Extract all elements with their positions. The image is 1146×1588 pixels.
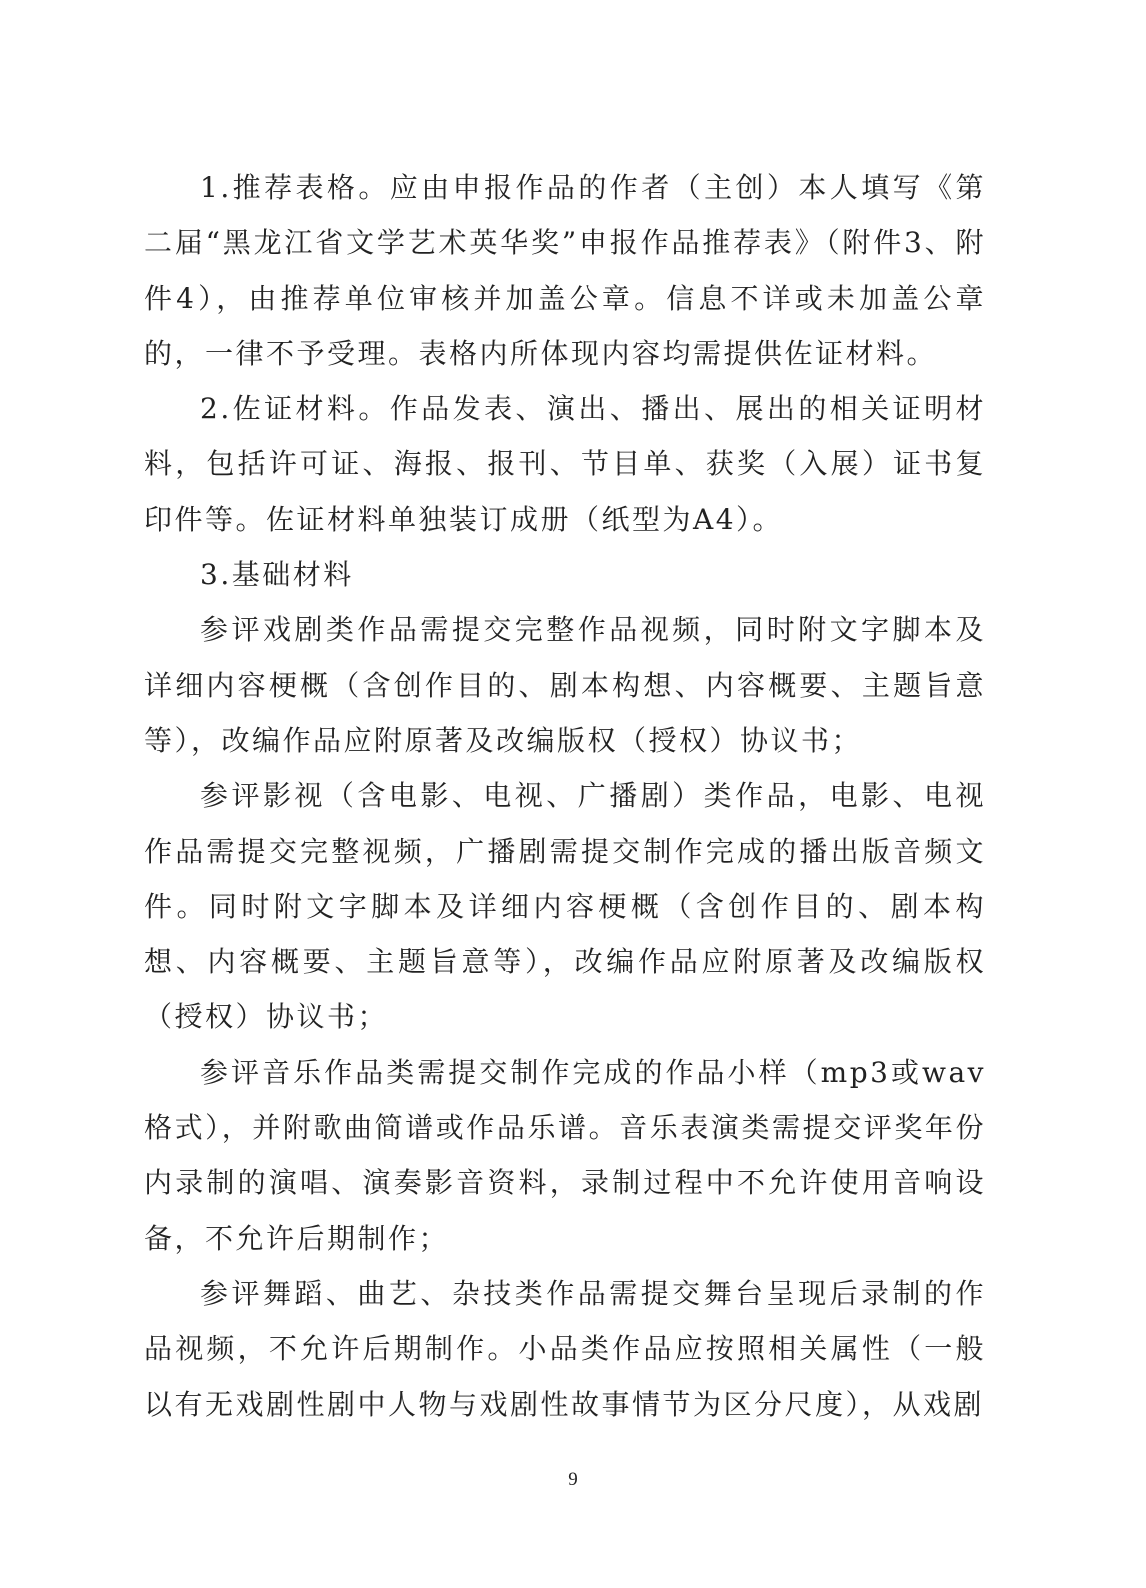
document-body <box>144 160 986 1432</box>
paragraph-film-tv-works: 参评影视（含电影、电视、广播剧）类作品，电影、电视作品需提交完整视频，广播剧需提交制作完成的播出版音频文件。同时附文字脚本及详细内容梗概（含创作目的、剧本构想、内容概要、主题旨意等），改编作品应附原著及改编版权（授权）协议书； <box>144 779 986 1034</box>
paragraph-music-works: 参评音乐作品类需提交制作完成的作品小样（mp3或wav格式），并附歌曲简谱或作品乐谱。音乐表演类需提交评奖年份内录制的演唱、演奏影音资料，录制过程中不允许使用音响设备，不允许后期制作； <box>144 1055 986 1255</box>
paragraph-basic-materials-heading: 3.基础材料 <box>200 558 354 592</box>
paragraph-recommendation-form: 1.推荐表格。应由申报作品的作者（主创）本人填写《第二届“黑龙江省文学艺术英华奖”申报作品推荐表》（附件3、附件4），由推荐单位审核并加盖公章。信息不详或未加盖公章的，一律不予受理。表格内所体现内容均需提供佐证材料。 <box>144 171 986 370</box>
paragraph-dance-quyi-acrobatics: 参评舞蹈、曲艺、杂技类作品需提交舞台呈现后录制的作品视频，不允许后期制作。小品类作品应按照相关属性（一般以有无戏剧性剧中人物与戏剧性故事情节为区分尺度），从戏剧 <box>144 1276 986 1421</box>
page-number: 9 <box>568 1469 578 1490</box>
paragraph-supporting-materials: 2.佐证材料。作品发表、演出、播出、展出的相关证明材料，包括许可证、海报、报刊、节目单、获奖（入展）证书复印件等。佐证材料单独装订成册（纸型为A4）。 <box>144 392 986 536</box>
paragraph-drama-works: 参评戏剧类作品需提交完整作品视频，同时附文字脚本及详细内容梗概（含创作目的、剧本构想、内容概要、主题旨意等），改编作品应附原著及改编版权（授权）协议书； <box>144 613 986 757</box>
